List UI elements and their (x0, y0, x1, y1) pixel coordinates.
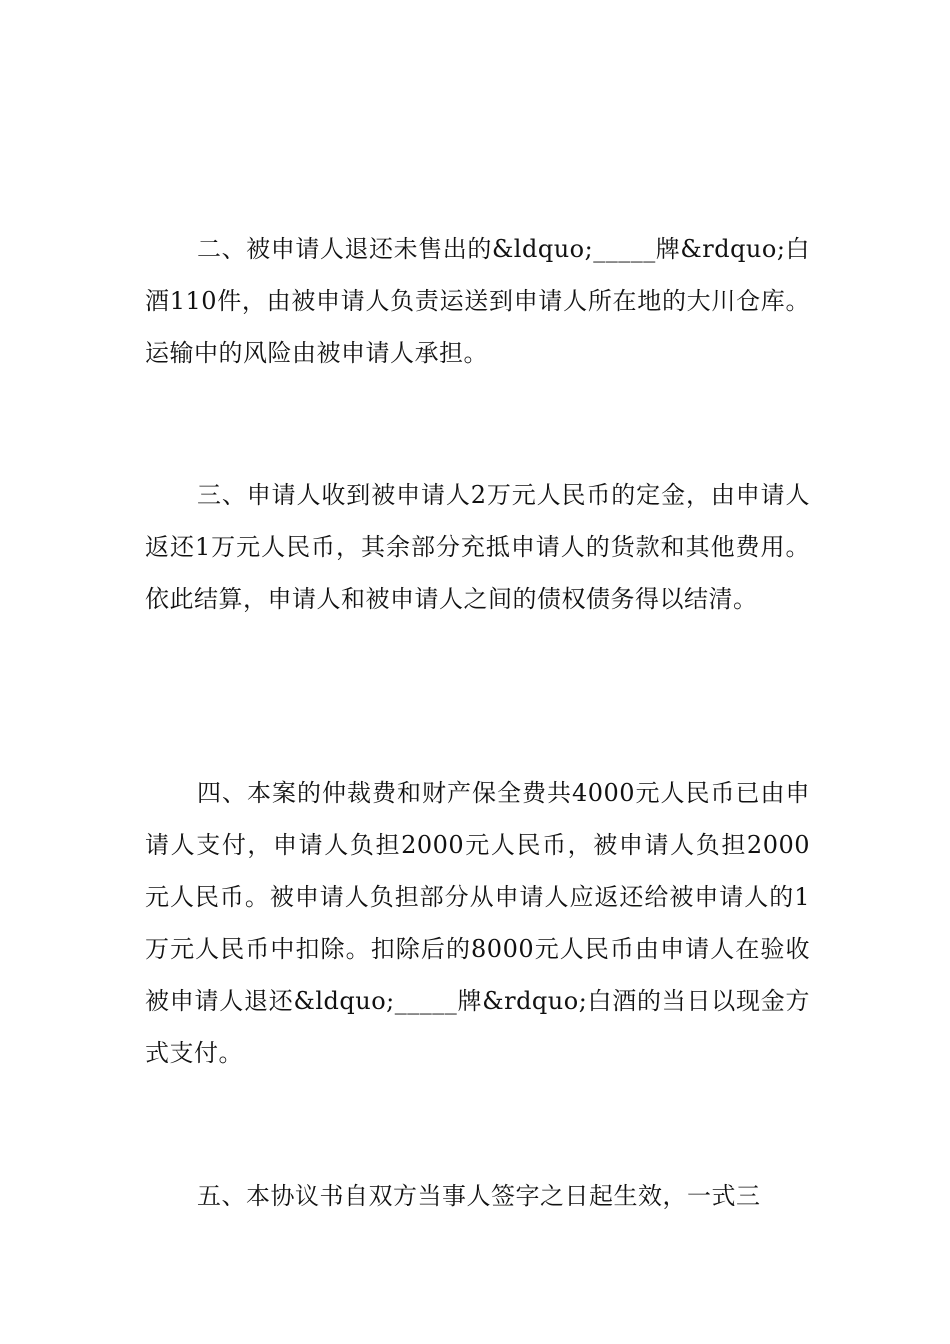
clause-four-paragraph: 四、本案的仲裁费和财产保全费共4000元人民币已由申请人支付，申请人负担2000元人民币，被申请人负担2000元人民币。被申请人负担部分从申请人应返还给被申请人的1万元人民币中扣除。扣除后的8000元人民币由申请人在验收被申请人退还&ldquo;_____牌&rdquo;白酒的当日以现金方式支付。 (145, 779, 810, 1067)
clause-five-paragraph: 五、本协议书自双方当事人签字之日起生效，一式三 (197, 1182, 761, 1210)
clause-two-paragraph: 二、被申请人退还未售出的&ldquo;_____牌&rdquo;白酒110件，由被申请人负责运送到申请人所在地的大川仓库。运输中的风险由被申请人承担。 (145, 235, 810, 367)
clause-three-paragraph: 三、申请人收到被申请人2万元人民币的定金，由申请人返还1万元人民币，其余部分充抵申请人的货款和其他费用。依此结算，申请人和被申请人之间的债权债务得以结清。 (145, 481, 810, 613)
